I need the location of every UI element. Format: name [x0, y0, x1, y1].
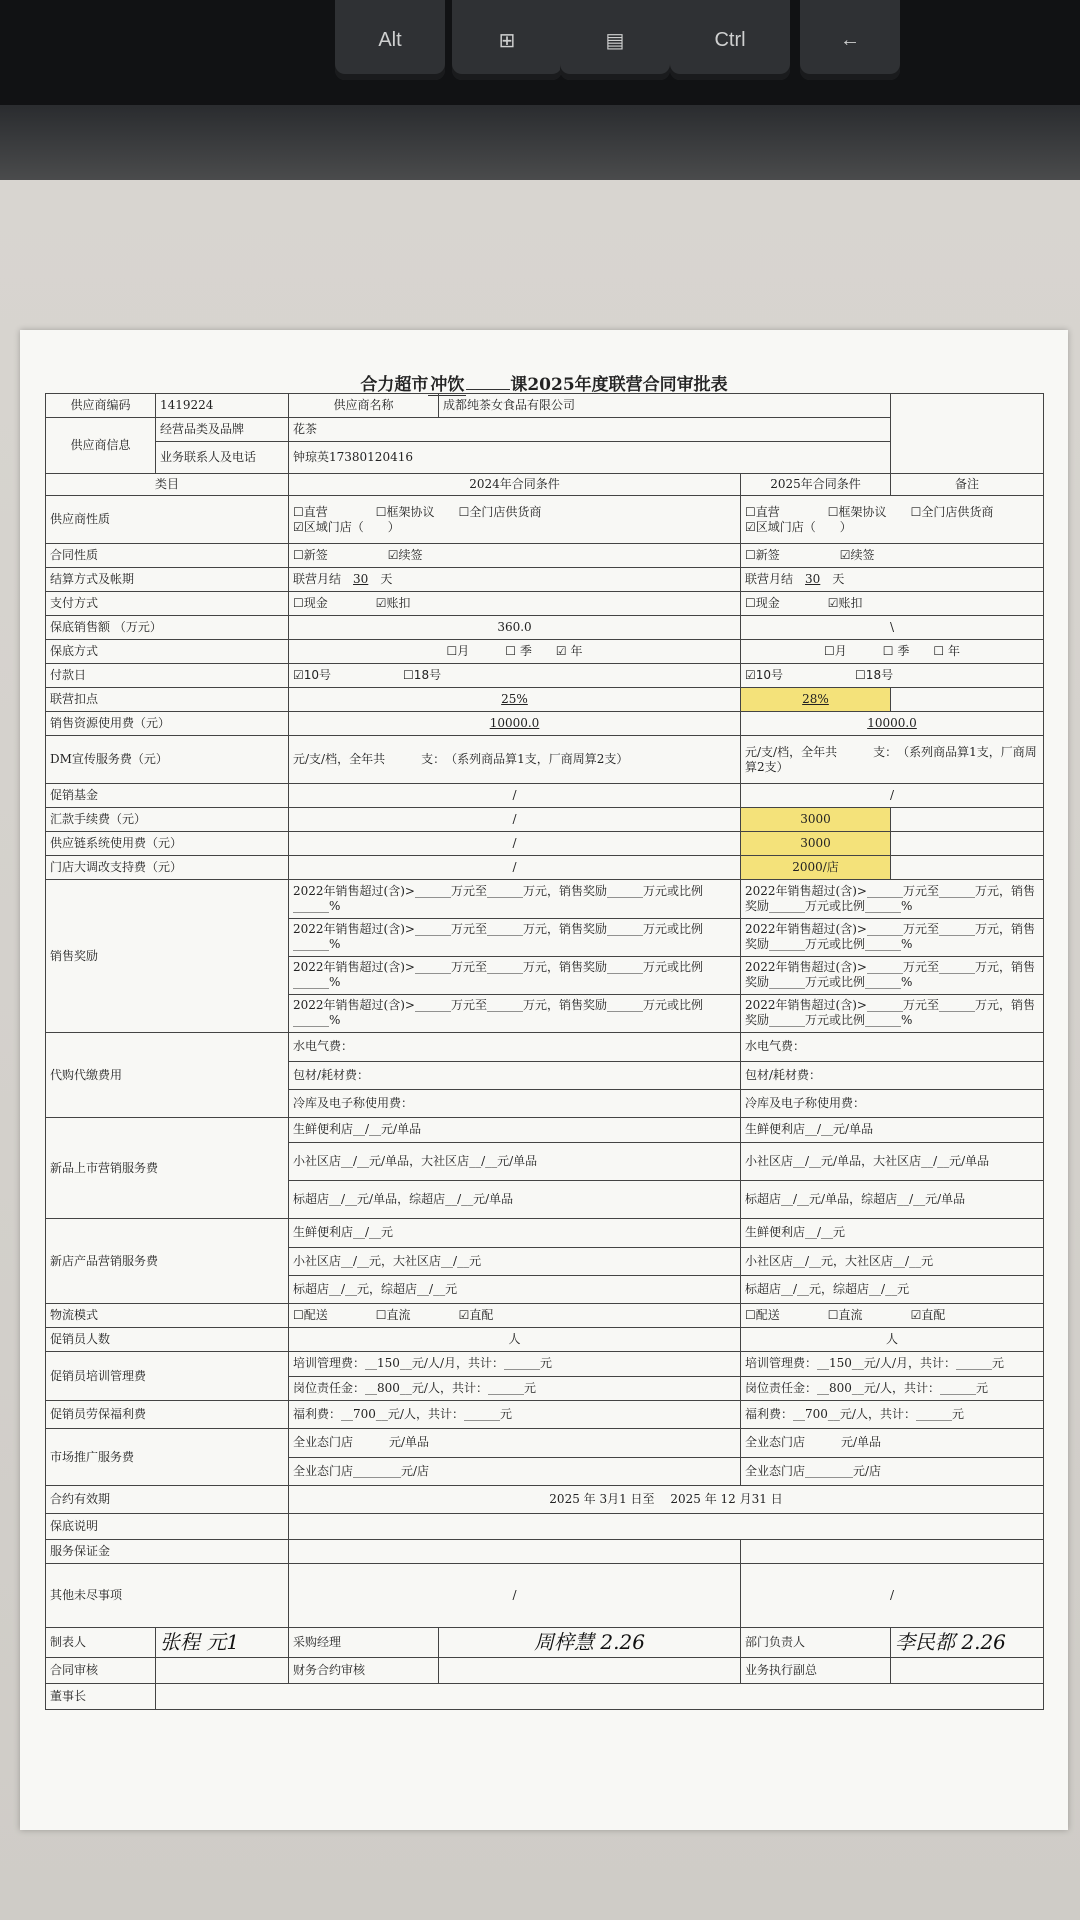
logistics-2024-ship: ☐配送 [293, 1308, 328, 1322]
contract-type-2024 [289, 544, 741, 568]
contract-type-2025 [741, 544, 1044, 568]
deduction-2024: 25% [289, 688, 741, 712]
settlement-2025-days: 30 [805, 572, 821, 586]
label-pay-day: 付款日 [46, 664, 289, 688]
promo-fund-2025: / [741, 784, 1044, 808]
new-product-2024-community: 小社区店__/__元/单品，大社区店__/__元/单品 [289, 1142, 740, 1180]
new-product-2025-community: 小社区店__/__元/单品，大社区店__/__元/单品 [741, 1142, 1043, 1180]
header-note: 备注 [891, 474, 1044, 496]
label-min-sales: 保底销售额 （万元） [46, 616, 289, 640]
other-2024: / [289, 1564, 741, 1628]
signature-exec-vp [891, 1658, 1044, 1684]
row-new-store [46, 1219, 1044, 1304]
settlement-2024-days: 30 [353, 572, 369, 586]
row-reward [46, 880, 1044, 1033]
settlement-2025 [741, 568, 1044, 592]
row-supply-fee [46, 832, 1044, 856]
promoter-welfare-2024: 福利费：__700__元/人，共计：______元 [289, 1401, 741, 1429]
row-new-product [46, 1118, 1044, 1219]
min-mode-2025-month: ☐月 [824, 644, 847, 658]
row-settlement [46, 568, 1044, 592]
pay-day-2025 [741, 664, 1044, 688]
label-market-fee: 市场推广服务费 [46, 1429, 289, 1486]
value-supplier-name: 成都纯茶女食品有限公司 [439, 394, 891, 418]
new-product-2025-fresh: 生鲜便利店__/__元/单品 [741, 1118, 1043, 1142]
label-guarantee-note: 保底说明 [46, 1514, 289, 1540]
payment-2025-deduct: ☑账扣 [827, 596, 863, 610]
min-sales-2024: 360.0 [289, 616, 741, 640]
pay-day-2024 [289, 664, 741, 688]
label-validity: 合约有效期 [46, 1486, 289, 1514]
logistics-2024-cross: ☑直配 [458, 1308, 494, 1322]
deposit-2025 [741, 1540, 1044, 1564]
market-fee-2025 [741, 1429, 1044, 1486]
new-product-2025 [741, 1118, 1044, 1219]
label-exec-vp: 业务执行副总 [741, 1658, 891, 1684]
row-resource-fee [46, 712, 1044, 736]
min-mode-2024-month: ☐月 [446, 644, 470, 658]
alt-key: Alt [335, 0, 445, 80]
signature-contract-review [156, 1658, 289, 1684]
logistics-2025-direct: ☐直流 [827, 1308, 863, 1322]
title-suffix: 课2025年度联营合同审批表 [510, 375, 728, 395]
supply-fee-2025: 3000 [741, 832, 891, 856]
min-mode-2025 [741, 640, 1044, 664]
market-fee-2024-product: 全业态门店 元/单品 [289, 1429, 740, 1457]
new-store-2024 [289, 1219, 741, 1304]
signature-purchase-manager: 周梓慧 2.26 [439, 1628, 741, 1658]
value-contact: 钟琼英17380120416 [289, 442, 891, 474]
market-fee-2025-store: 全业态门店________元/店 [745, 1463, 882, 1478]
label-promoter-welfare: 促销员劳保福利费 [46, 1401, 289, 1429]
nature-2025-direct: ☐直营 [745, 504, 780, 519]
contract-2024-new: ☐新签 [293, 548, 328, 562]
market-fee-2024-store: 全业态门店________元/店 [293, 1463, 430, 1478]
min-mode-2024-quarter: ☐ 季 [505, 644, 532, 658]
ctrl-key: Ctrl [670, 0, 790, 80]
store-fee-note [891, 856, 1044, 880]
supplier-note-cell [891, 394, 1044, 474]
validity-value: 2025 年 3月1 日至 2025 年 12 月31 日 [289, 1486, 1044, 1514]
label-contract-review: 合同审核 [46, 1658, 156, 1684]
agency-2024 [289, 1033, 741, 1118]
payment-2025 [741, 592, 1044, 616]
nature-2024-direct: ☐直营 [293, 504, 328, 519]
promoter-train-2025-deposit: 岗位责任金：__800__元/人，共计：______元 [745, 1380, 988, 1395]
nature-2025 [741, 496, 1044, 544]
label-new-product: 新品上市营销服务费 [46, 1118, 289, 1219]
row-agency [46, 1033, 1044, 1118]
reward-2025-line: 2022年销售超过(含)>______万元至______万元，销售奖励______万元或比例______% [741, 918, 1043, 956]
row-deposit [46, 1540, 1044, 1564]
nature-2024-close: ） [387, 519, 400, 534]
nature-2024 [289, 496, 741, 544]
deduction-note [891, 688, 1044, 712]
promoter-train-2024-deposit: 岗位责任金：__800__元/人，共计：______元 [293, 1380, 536, 1395]
supply-fee-2024: / [289, 832, 741, 856]
agency-2025-utilities: 水电气费： [741, 1033, 1043, 1061]
nature-2025-all: ☐全门店供货商 [910, 504, 994, 519]
approval-form-paper [20, 330, 1068, 1830]
row-pay-day [46, 664, 1044, 688]
resource-fee-2024: 10000.0 [289, 712, 741, 736]
label-settlement: 结算方式及帐期 [46, 568, 289, 592]
logistics-2024 [289, 1304, 741, 1328]
pay-day-2024-18: ☐18号 [403, 668, 442, 682]
label-supplier-name: 供应商名称 [289, 394, 439, 418]
label-dept-head: 部门负责人 [741, 1628, 891, 1658]
row-contract-type [46, 544, 1044, 568]
reward-2025 [741, 880, 1044, 1033]
promoter-train-2024-fee: 培训管理费：__150__元/人/月，共计：______元 [289, 1352, 740, 1376]
market-fee-2025-product: 全业态门店 元/单品 [741, 1429, 1043, 1457]
new-product-2024-fresh: 生鲜便利店__/__元/单品 [289, 1118, 740, 1142]
row-sign-2 [46, 1658, 1044, 1684]
row-deduction [46, 688, 1044, 712]
label-promo-fund: 促销基金 [46, 784, 289, 808]
nature-2024-region: ☑区域门店（ [293, 519, 364, 534]
agency-2025 [741, 1033, 1044, 1118]
min-sales-2025: \ [741, 616, 1044, 640]
logistics-2025-cross: ☑直配 [910, 1308, 946, 1322]
agency-2024-packaging: 包材/耗材费： [289, 1061, 740, 1089]
row-market-fee [46, 1429, 1044, 1486]
settlement-2024 [289, 568, 741, 592]
promoter-train-2025-fee: 培训管理费：__150__元/人/月，共计：______元 [741, 1352, 1043, 1376]
deduction-2025: 28% [741, 688, 891, 712]
row-promoter-welfare [46, 1401, 1044, 1429]
label-logistics: 物流模式 [46, 1304, 289, 1328]
label-reward: 销售奖励 [46, 880, 289, 1033]
label-supplier-code: 供应商编码 [46, 394, 156, 418]
header-category: 类目 [46, 474, 289, 496]
title-department: 冲饮 [428, 370, 466, 396]
label-chairman: 董事长 [46, 1684, 156, 1710]
row-validity [46, 1486, 1044, 1514]
market-fee-2024 [289, 1429, 741, 1486]
new-product-2024 [289, 1118, 741, 1219]
label-payment: 支付方式 [46, 592, 289, 616]
min-mode-2025-quarter: ☐ 季 [882, 644, 910, 658]
nature-2025-close: ） [839, 519, 852, 534]
label-resource-fee: 销售资源使用费（元） [46, 712, 289, 736]
store-fee-2024: / [289, 856, 741, 880]
guarantee-note-value [289, 1514, 1044, 1540]
label-remit-fee: 汇款手续费（元） [46, 808, 289, 832]
reward-2024-line: 2022年销售超过(含)>______万元至______万元，销售奖励______万元或比例______% [289, 918, 740, 956]
logistics-2025 [741, 1304, 1044, 1328]
payment-2024 [289, 592, 741, 616]
row-headers [46, 474, 1044, 496]
settlement-2024-prefix: 联营月结 [293, 572, 342, 586]
label-other: 其他未尽事项 [46, 1564, 289, 1628]
signature-dept-head: 李民都 2.26 [891, 1628, 1044, 1658]
row-guarantee-note [46, 1514, 1044, 1540]
new-store-2025-standard: 标超店__/__元，综超店__/__元 [745, 1281, 910, 1296]
remit-fee-2025: 3000 [741, 808, 891, 832]
label-nature: 供应商性质 [46, 496, 289, 544]
payment-2024-cash: ☐现金 [293, 596, 328, 610]
row-promoters [46, 1328, 1044, 1352]
row-logistics [46, 1304, 1044, 1328]
label-supply-fee: 供应链系统使用费（元） [46, 832, 289, 856]
agency-2025-cold-storage: 冷库及电子称使用费： [745, 1095, 866, 1110]
payment-2024-deduct: ☑账扣 [375, 596, 411, 610]
label-purchase-manager: 采购经理 [289, 1628, 439, 1658]
row-payment [46, 592, 1044, 616]
header-2025: 2025年合同条件 [741, 474, 891, 496]
label-maker: 制表人 [46, 1628, 156, 1658]
promoter-train-2025 [741, 1352, 1044, 1401]
promoter-train-2024 [289, 1352, 741, 1401]
new-store-2025-fresh: 生鲜便利店__/__元 [741, 1219, 1043, 1247]
keyboard [0, 0, 1080, 180]
menu-key-icon: ▤ [560, 0, 670, 80]
agency-2024-utilities: 水电气费： [289, 1033, 740, 1061]
deposit-2024 [289, 1540, 741, 1564]
promoters-2025: 人 [741, 1328, 1044, 1352]
label-deposit: 服务保证金 [46, 1540, 289, 1564]
store-fee-2025: 2000/店 [741, 856, 891, 880]
row-min-mode [46, 640, 1044, 664]
min-mode-2024-year: ☑ 年 [555, 644, 583, 658]
row-nature [46, 496, 1044, 544]
label-supplier-info: 供应商信息 [46, 418, 156, 474]
row-promo-fund [46, 784, 1044, 808]
title-blank [466, 389, 510, 390]
min-mode-2025-year: ☐ 年 [933, 644, 960, 658]
new-store-2025 [741, 1219, 1044, 1304]
signature-maker: 张程 元1 [156, 1628, 289, 1658]
contract-2024-renew: ☑续签 [387, 548, 423, 562]
windows-key-icon: ⊞ [452, 0, 562, 80]
signature-finance-review [439, 1658, 741, 1684]
reward-2024-line: 2022年销售超过(含)>______万元至______万元，销售奖励______万元或比例______% [289, 956, 740, 994]
agency-2024-cold-storage: 冷库及电子称使用费： [293, 1095, 414, 1110]
promo-fund-2024: / [289, 784, 741, 808]
title-prefix: 合力超市 [360, 375, 429, 395]
new-store-2024-standard: 标超店__/__元，综超店__/__元 [293, 1281, 458, 1296]
nature-2024-all: ☐全门店供货商 [458, 504, 542, 519]
row-sign-1 [46, 1628, 1044, 1658]
row-supplier-code [46, 394, 1044, 418]
pay-day-2025-10: ☑10号 [745, 668, 784, 682]
settlement-2025-prefix: 联营月结 [745, 572, 794, 586]
label-contract-type: 合同性质 [46, 544, 289, 568]
value-supplier-code: 1419224 [156, 394, 289, 418]
reward-2025-line: 2022年销售超过(含)>______万元至______万元，销售奖励______万元或比例______% [745, 998, 1035, 1028]
new-product-2025-standard: 标超店__/__元/单品，综超店__/__元/单品 [745, 1191, 966, 1206]
arrow-left-key-icon: ← [800, 0, 900, 80]
min-mode-2024 [289, 640, 741, 664]
row-dm-fee [46, 736, 1044, 784]
reward-2025-line: 2022年销售超过(含)>______万元至______万元，销售奖励______万元或比例______% [741, 956, 1043, 994]
label-dm-fee: DM宣传服务费（元） [46, 736, 289, 784]
settlement-2024-unit: 天 [380, 572, 393, 586]
label-contact: 业务联系人及电话 [156, 442, 289, 474]
value-brand: 花茶 [289, 418, 891, 442]
nature-2024-frame: ☐框架协议 [375, 504, 435, 519]
new-store-2024-fresh: 生鲜便利店__/__元 [289, 1219, 740, 1247]
label-store-fee: 门店大调改支持费（元） [46, 856, 289, 880]
reward-2024 [289, 880, 741, 1033]
logistics-2024-direct: ☐直流 [375, 1308, 411, 1322]
pay-day-2024-10: ☑10号 [293, 668, 332, 682]
dm-fee-2024: 元/支/档，全年共 支： （系列商品算1支，厂商周算2支） [289, 736, 741, 784]
other-2025: / [741, 1564, 1044, 1628]
nature-2025-region: ☑区域门店（ [745, 519, 816, 534]
signature-chairman [156, 1684, 1044, 1710]
resource-fee-2025: 10000.0 [741, 712, 1044, 736]
new-store-2024-community: 小社区店__/__元，大社区店__/__元 [289, 1247, 740, 1275]
remit-fee-note [891, 808, 1044, 832]
promoters-2024: 人 [289, 1328, 741, 1352]
contract-2025-new: ☐新签 [745, 548, 780, 562]
settlement-2025-unit: 天 [832, 572, 845, 586]
contract-2025-renew: ☑续签 [839, 548, 875, 562]
pay-day-2025-18: ☐18号 [855, 668, 894, 682]
dm-fee-2025: 元/支/档，全年共 支： （系列商品算1支，厂商周算2支） [741, 736, 1044, 784]
label-min-mode: 保底方式 [46, 640, 289, 664]
remit-fee-2024: / [289, 808, 741, 832]
new-store-2025-community: 小社区店__/__元，大社区店__/__元 [741, 1247, 1043, 1275]
row-min-sales [46, 616, 1044, 640]
promoter-welfare-2025: 福利费：__700__元/人，共计：______元 [741, 1401, 1044, 1429]
row-remit-fee [46, 808, 1044, 832]
label-promoters: 促销员人数 [46, 1328, 289, 1352]
logistics-2025-ship: ☐配送 [745, 1308, 780, 1322]
new-product-2024-standard: 标超店__/__元/单品，综超店__/__元/单品 [293, 1191, 514, 1206]
reward-2024-line: 2022年销售超过(含)>______万元至______万元，销售奖励______万元或比例______% [289, 880, 740, 918]
label-promoter-train: 促销员培训管理费 [46, 1352, 289, 1401]
row-sign-3 [46, 1684, 1044, 1710]
label-finance-review: 财务合约审核 [289, 1658, 439, 1684]
supply-fee-note [891, 832, 1044, 856]
label-brand: 经营品类及品牌 [156, 418, 289, 442]
row-promoter-train [46, 1352, 1044, 1401]
row-other [46, 1564, 1044, 1628]
payment-2025-cash: ☐现金 [745, 596, 780, 610]
label-deduction: 联营扣点 [46, 688, 289, 712]
nature-2025-frame: ☐框架协议 [827, 504, 887, 519]
row-store-fee [46, 856, 1044, 880]
label-agency: 代购代缴费用 [46, 1033, 289, 1118]
agency-2025-packaging: 包材/耗材费： [741, 1061, 1043, 1089]
contract-table [45, 393, 1044, 1710]
header-2024: 2024年合同条件 [289, 474, 741, 496]
reward-2025-line: 2022年销售超过(含)>______万元至______万元，销售奖励______万元或比例______% [741, 880, 1043, 918]
label-new-store: 新店产品营销服务费 [46, 1219, 289, 1304]
reward-2024-line: 2022年销售超过(含)>______万元至______万元，销售奖励______万元或比例______% [293, 998, 703, 1028]
